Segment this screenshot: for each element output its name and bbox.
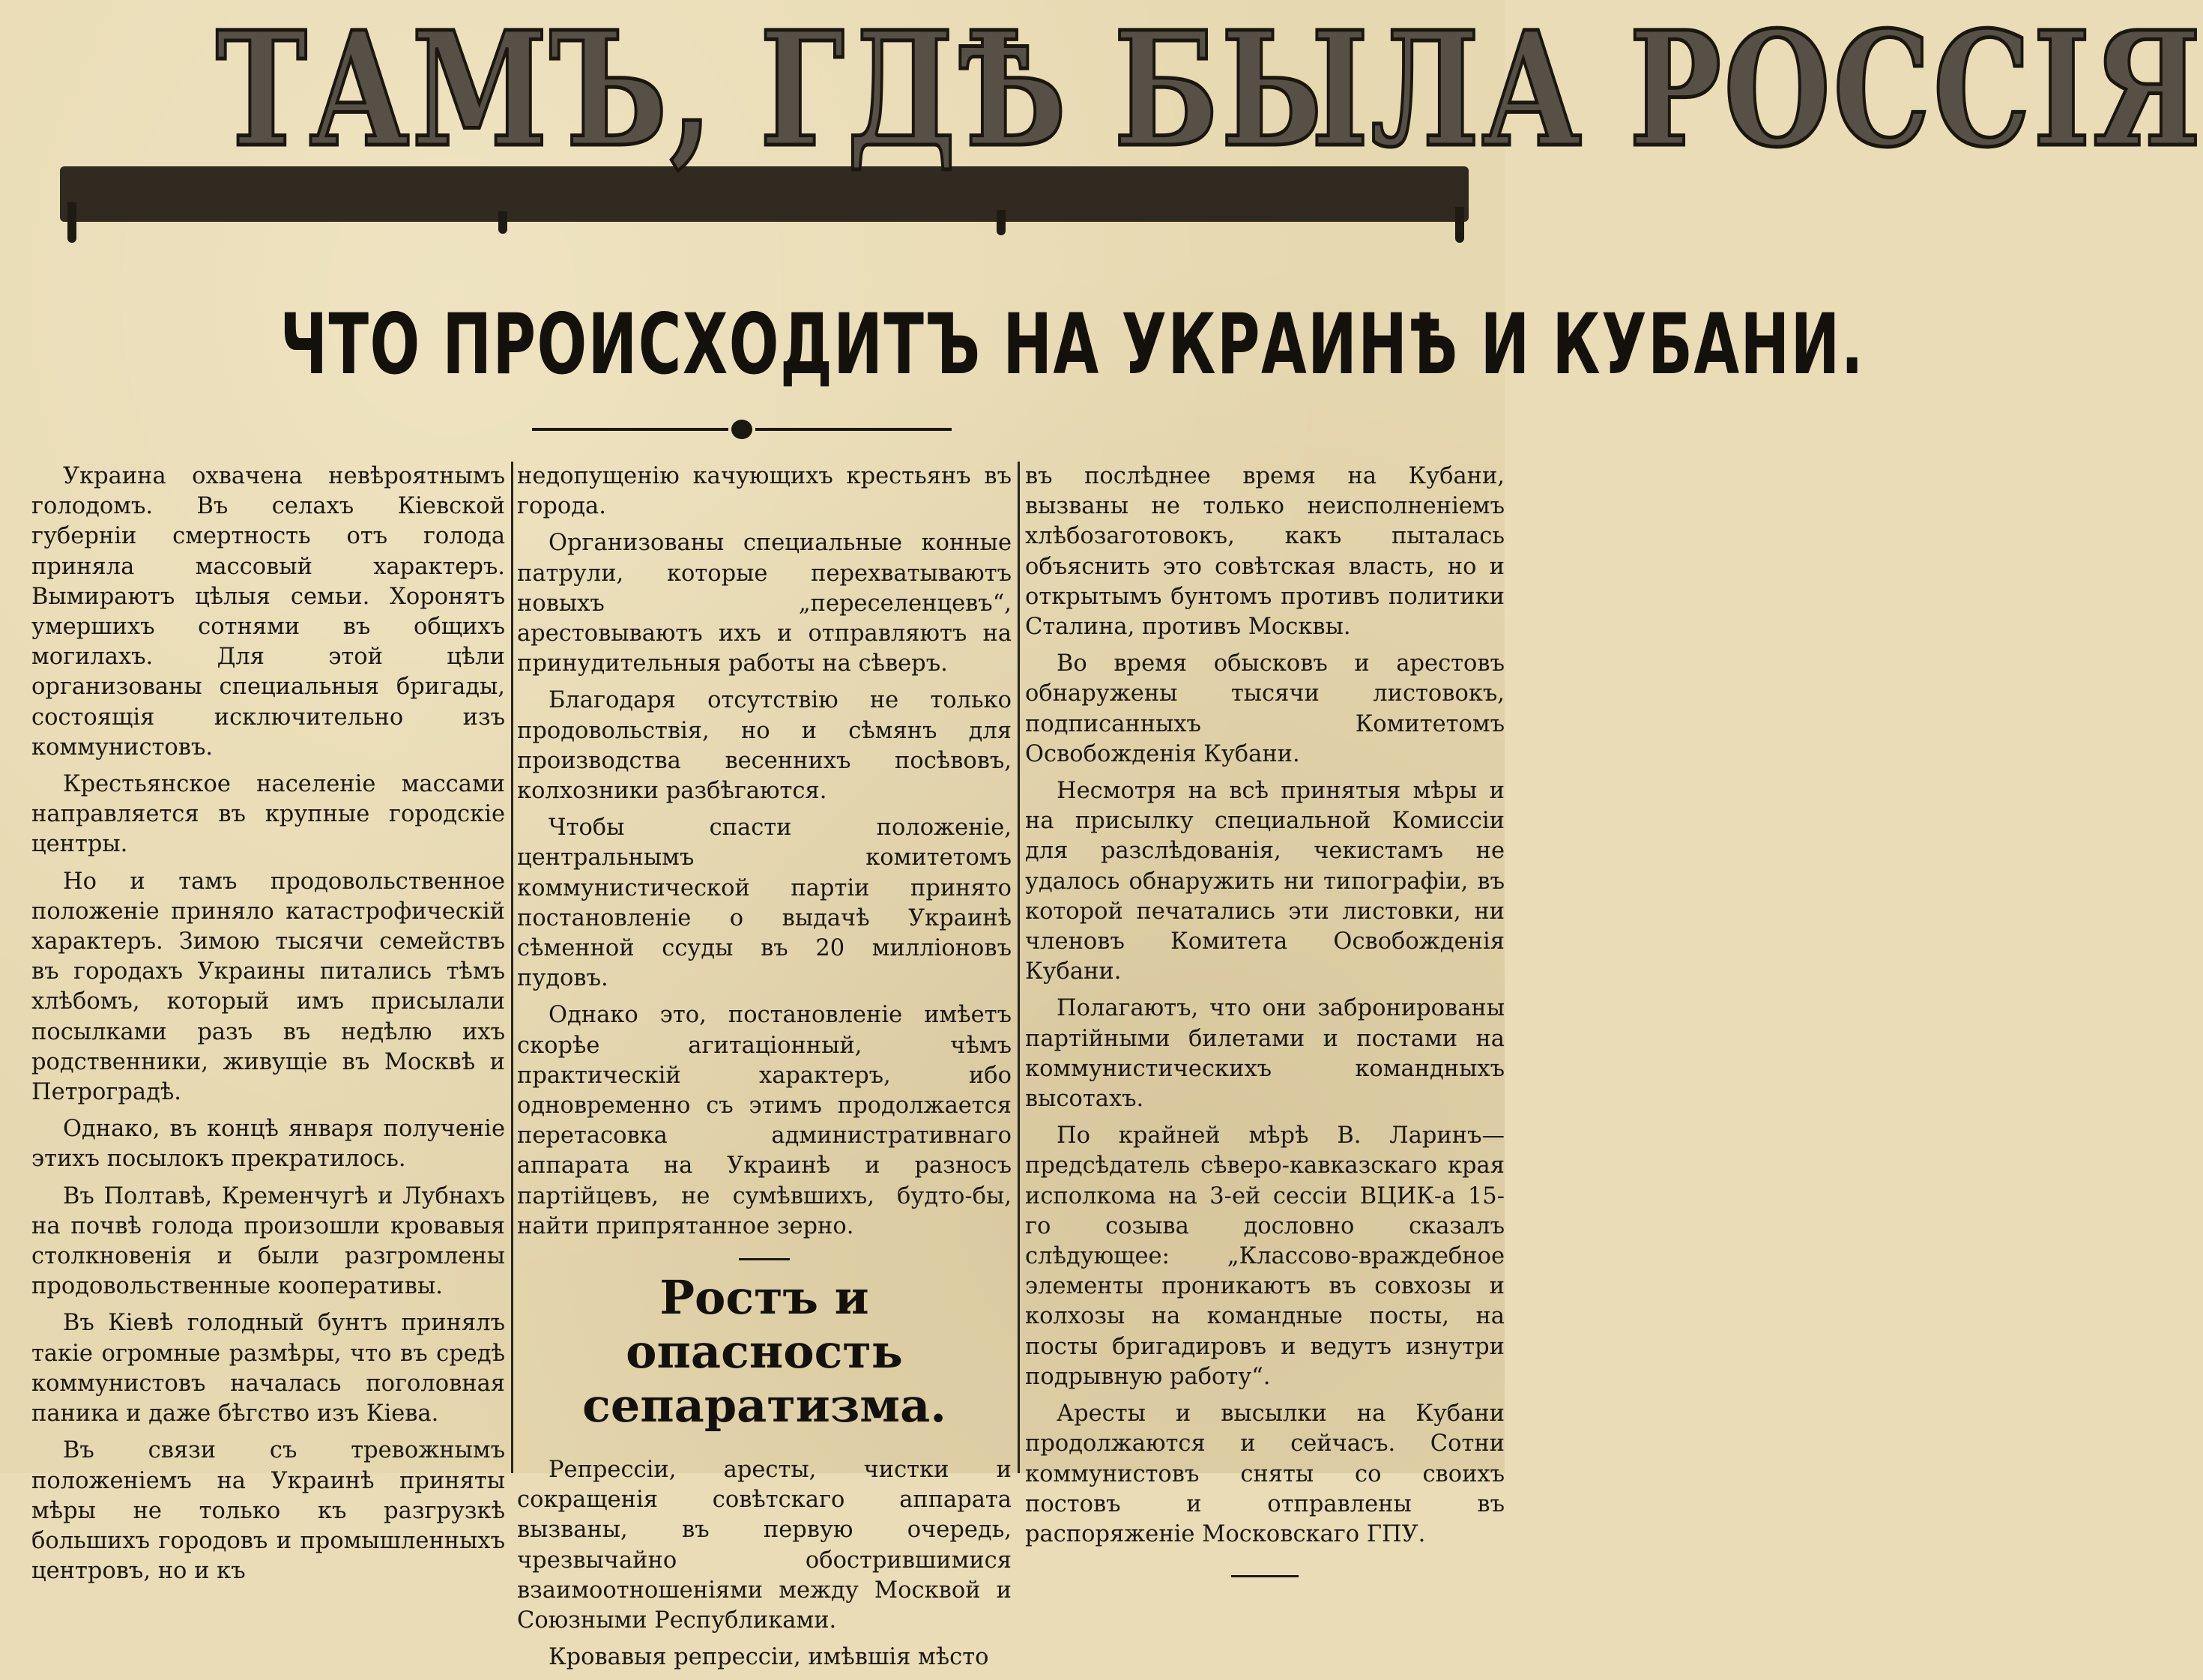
paragraph: Полагаютъ, что они забронированы партійными билетами и постами на коммунистическихъ командныхъ высотахъ. — [1025, 995, 1505, 1113]
masthead-drip — [498, 211, 507, 234]
masthead-drip — [67, 202, 76, 243]
masthead-drip — [1455, 207, 1464, 243]
ornament-divider — [532, 420, 952, 439]
paragraph: Въ Кіевѣ голодный бунтъ принялъ такіе огромные размѣры, что въ средѣ коммунистовъ началась поголовная паника и даже бѣгство изъ Кіева. — [31, 1310, 505, 1427]
headline: ЧТО ПРОИСХОДИТЪ НА УКРАИНѢ И КУБАНИ. — [279, 296, 1865, 393]
ornament-knot — [731, 420, 752, 439]
article-column-3 — [1025, 462, 1505, 1577]
paragraph: Аресты и высылки на Кубани продолжаются и сейчасъ. Сотни коммунистовъ сняты со своихъ постовъ и отправлены въ распоряженіе Московскаго ГПУ. — [1025, 1400, 1505, 1547]
paragraph: Репрессіи, аресты, чистки и сокращенія совѣтскаго аппарата вызваны, въ первую очередь, чрезвычайно обострившимися взаимоотношеніями между Москвой и Союзными Республиками. — [517, 1457, 1012, 1634]
article-column-1 — [31, 462, 505, 1593]
subheading: Ростъ и опасность сепаратизма. — [582, 1270, 946, 1433]
paragraph: По крайней мѣрѣ В. Ларинъ—предсѣдатель сѣверо-кавказскаго края исполкома на 3-ей сессіи ВЦИК-а 15-го созыва дословно сказалъ слѣдующее: „Классово-враждебное элементы проникаютъ въ совхозы и колхозы на командные посты, на посты бригадировъ и ведутъ изнутри подрывную работу“. — [1025, 1122, 1505, 1390]
paragraph: Украина охвачена невѣроятнымъ голодомъ. Въ селахъ Кіевской губерніи смертность отъ голода приняла массовый характеръ. Вымираютъ цѣлыя семьи. Хоронятъ умершихъ сотнями въ общихъ могилахъ. Для этой цѣли организованы специальныя бригады, состоящія исключительно изъ коммунистовъ. — [31, 463, 505, 761]
paragraph: Благодаря отсутствію не только продовольствія, но и сѣмянъ для производства весеннихъ посѣвовъ, колхозники разбѣгаются. — [517, 687, 1012, 805]
paragraph: Крестьянское населеніе массами направляется въ крупные городскіе центры. — [31, 771, 505, 858]
paragraph: Чтобы спасти положеніе, центральнымъ комитетомъ коммунистической партіи принято постановленіе о выдачѣ Украинѣ сѣменной ссуды въ 20 милліоновъ пудовъ. — [517, 815, 1012, 992]
paragraph: Кровавыя репрессіи, имѣвшія мѣсто — [549, 1644, 989, 1671]
paragraph: Но и тамъ продовольственное положеніе приняло катастрофическій характеръ. Зимою тысячи семействъ въ городахъ Украины питались тѣмъ хлѣбомъ, который имъ присылали посылками разъ въ недѣлю ихъ родственники, живущіе въ Москвѣ и Петроградѣ. — [31, 868, 505, 1106]
paragraph: Организованы специальные конные патрули, которые перехватываютъ новыхъ „переселенцевъ“, арестовываютъ ихъ и отправляютъ на принудительныя работы на сѣверъ. — [517, 530, 1012, 677]
paragraph: Несмотря на всѣ принятыя мѣры и на присылку специальной Комиссіи для разслѣдованія, чекистамъ не удалось обнаружить ни типографіи, въ которой печатались эти листовки, ни членовъ Комитета Освобожденія Кубани. — [1025, 778, 1505, 985]
masthead-drip — [997, 210, 1006, 235]
paragraph: въ послѣднее время на Кубани, вызваны не только неисполненіемъ хлѣбозаготовокъ, какъ пыталась объяснить это совѣтская власть, но и открытымъ бунтомъ противъ политики Сталина, противъ Москвы. — [1025, 463, 1505, 641]
ornament-line-left — [532, 428, 728, 431]
paragraph: Во время обысковъ и арестовъ обнаружены тысячи листовокъ, подписанныхъ Комитетомъ Освобожденія Кубани. — [1025, 650, 1505, 767]
paragraph: Въ Полтавѣ, Кременчугѣ и Лубнахъ на почвѣ голода произошли кровавыя столкновенія и были разгромлены продовольственные кооперативы. — [31, 1182, 505, 1300]
column-rule — [511, 462, 513, 1473]
article-column-2 — [517, 462, 1012, 1680]
ornament-line-right — [755, 428, 952, 431]
end-rule — [1231, 1575, 1299, 1577]
paragraph: Однако, въ концѣ января полученіе этихъ посылокъ прекратилось. — [31, 1116, 505, 1173]
section-rule — [739, 1258, 790, 1260]
masthead-title: ТАМЪ, ГДѢ БЫЛА РОССІЯ — [215, 0, 2203, 182]
column-rule — [1018, 462, 1020, 1473]
paragraph: Въ связи съ тревожнымъ положеніемъ на Украинѣ приняты мѣры не только къ разгрузкѣ большихъ городовъ и промышленныхъ центровъ, но и къ — [31, 1437, 505, 1585]
masthead — [60, 0, 2203, 238]
paragraph: Однако это, постановленіе имѣетъ скорѣе агитаціонный, чѣмъ практическій характеръ, ибо одновременно съ этимъ продолжается перетасовка административнаго аппарата на Украинѣ и разносъ партійцевъ, не сумѣвшихъ, будто-бы, найти припрятанное зерно. — [517, 1002, 1012, 1239]
paragraph: недопущенію качующихъ крестьянъ въ города. — [517, 463, 1012, 520]
